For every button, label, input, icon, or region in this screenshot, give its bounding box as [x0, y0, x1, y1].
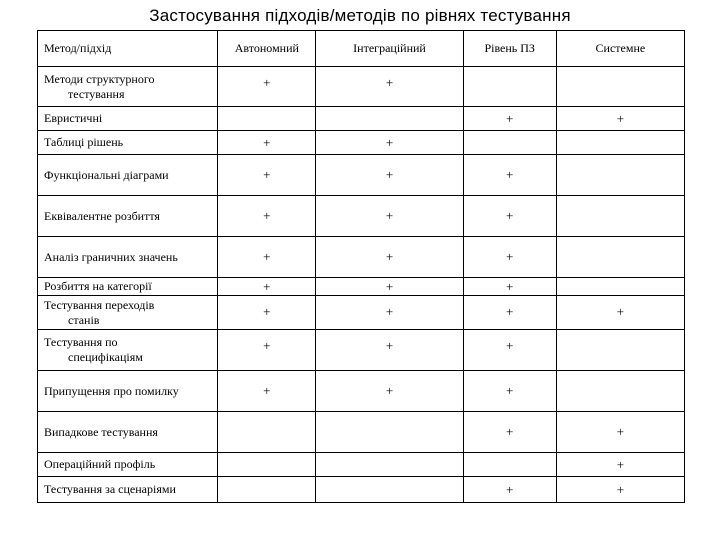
- mark-unit: +: [218, 278, 316, 296]
- mark-integration: +: [316, 67, 463, 107]
- header-method: Метод/підхід: [38, 31, 218, 67]
- table-row: [38, 330, 685, 371]
- method-name: Тестування за сценаріями: [44, 482, 176, 496]
- method-cell: [38, 412, 218, 453]
- mark-unit: [218, 477, 316, 503]
- mark-software-level: +: [463, 296, 556, 330]
- table-row: [38, 412, 685, 453]
- testing-methods-table: [37, 30, 685, 503]
- table-row: [38, 453, 685, 477]
- mark-unit: +: [218, 296, 316, 330]
- mark-unit: +: [218, 371, 316, 412]
- header-unit: Автономний: [218, 31, 316, 67]
- mark-system: [556, 278, 684, 296]
- mark-unit: +: [218, 330, 316, 371]
- mark-software-level: [463, 131, 556, 155]
- method-name: Еквівалентне розбиття: [44, 208, 160, 223]
- method-cell: [38, 330, 218, 371]
- method-name: Тестування по: [44, 335, 118, 349]
- method-cell: [38, 371, 218, 412]
- method-cell: [38, 196, 218, 237]
- header-integration: Інтеграційний: [316, 31, 463, 67]
- mark-integration: +: [316, 131, 463, 155]
- mark-software-level: [463, 453, 556, 477]
- header-software-level: Рівень ПЗ: [463, 31, 556, 67]
- mark-system: +: [556, 412, 684, 453]
- mark-software-level: +: [463, 278, 556, 296]
- table-row: [38, 107, 685, 131]
- mark-software-level: +: [463, 155, 556, 196]
- method-name: Методи структурного: [44, 71, 155, 86]
- mark-unit: [218, 453, 316, 477]
- mark-integration: +: [316, 371, 463, 412]
- table-row: [38, 196, 685, 237]
- method-cell: [38, 67, 218, 107]
- method-cell: [38, 107, 218, 131]
- mark-software-level: +: [463, 330, 556, 371]
- method-name: Тестування переходів: [44, 297, 155, 312]
- table-row: [38, 131, 685, 155]
- table-row: [38, 296, 685, 330]
- table-header-row: [38, 31, 685, 67]
- mark-software-level: +: [463, 196, 556, 237]
- mark-unit: +: [218, 196, 316, 237]
- mark-integration: +: [316, 237, 463, 278]
- mark-software-level: +: [463, 477, 556, 503]
- mark-system: +: [556, 296, 684, 330]
- mark-software-level: +: [463, 237, 556, 278]
- method-name: Функціональні діаграми: [44, 167, 169, 182]
- table-row: [38, 477, 685, 503]
- mark-integration: [316, 412, 463, 453]
- method-name: Евристичні: [44, 111, 103, 125]
- mark-integration: +: [316, 330, 463, 371]
- mark-software-level: +: [463, 371, 556, 412]
- method-name: Припущення про помилку: [44, 383, 179, 398]
- mark-system: [556, 196, 684, 237]
- table-row: [38, 278, 685, 296]
- mark-unit: [218, 412, 316, 453]
- table-row: [38, 371, 685, 412]
- mark-software-level: +: [463, 107, 556, 131]
- method-cell: [38, 278, 218, 296]
- method-name: Таблиці рішень: [44, 135, 124, 149]
- method-cell: [38, 131, 218, 155]
- mark-system: +: [556, 477, 684, 503]
- mark-software-level: [463, 67, 556, 107]
- table-row: [38, 67, 685, 107]
- page-title: Застосування підходів/методів по рівнях тестування: [149, 6, 571, 25]
- method-name: Випадкове тестування: [44, 424, 158, 439]
- table-row: [38, 237, 685, 278]
- header-system: Системне: [556, 31, 684, 67]
- mark-system: [556, 237, 684, 278]
- mark-system: [556, 131, 684, 155]
- mark-integration: +: [316, 155, 463, 196]
- method-name-continuation: станів: [68, 312, 100, 327]
- method-name: Операційний профіль: [44, 457, 156, 471]
- method-name-continuation: специфікаціям: [68, 350, 143, 364]
- mark-integration: +: [316, 278, 463, 296]
- mark-integration: [316, 107, 463, 131]
- mark-system: [556, 371, 684, 412]
- mark-unit: +: [218, 155, 316, 196]
- mark-integration: [316, 453, 463, 477]
- mark-system: [556, 155, 684, 196]
- method-cell: [38, 237, 218, 278]
- method-cell: [38, 296, 218, 330]
- mark-system: [556, 330, 684, 371]
- mark-integration: +: [316, 196, 463, 237]
- method-name: Аналіз граничних значень: [44, 249, 178, 264]
- mark-unit: +: [218, 237, 316, 278]
- mark-software-level: +: [463, 412, 556, 453]
- mark-system: [556, 67, 684, 107]
- method-name: Розбиття на категорії: [44, 279, 152, 293]
- method-cell: [38, 155, 218, 196]
- mark-system: +: [556, 453, 684, 477]
- method-cell: [38, 453, 218, 477]
- method-cell: [38, 477, 218, 503]
- mark-unit: [218, 107, 316, 131]
- mark-integration: +: [316, 296, 463, 330]
- mark-unit: +: [218, 131, 316, 155]
- mark-integration: [316, 477, 463, 503]
- mark-system: +: [556, 107, 684, 131]
- method-name-continuation: тестування: [68, 86, 125, 101]
- mark-unit: +: [218, 67, 316, 107]
- table-row: [38, 155, 685, 196]
